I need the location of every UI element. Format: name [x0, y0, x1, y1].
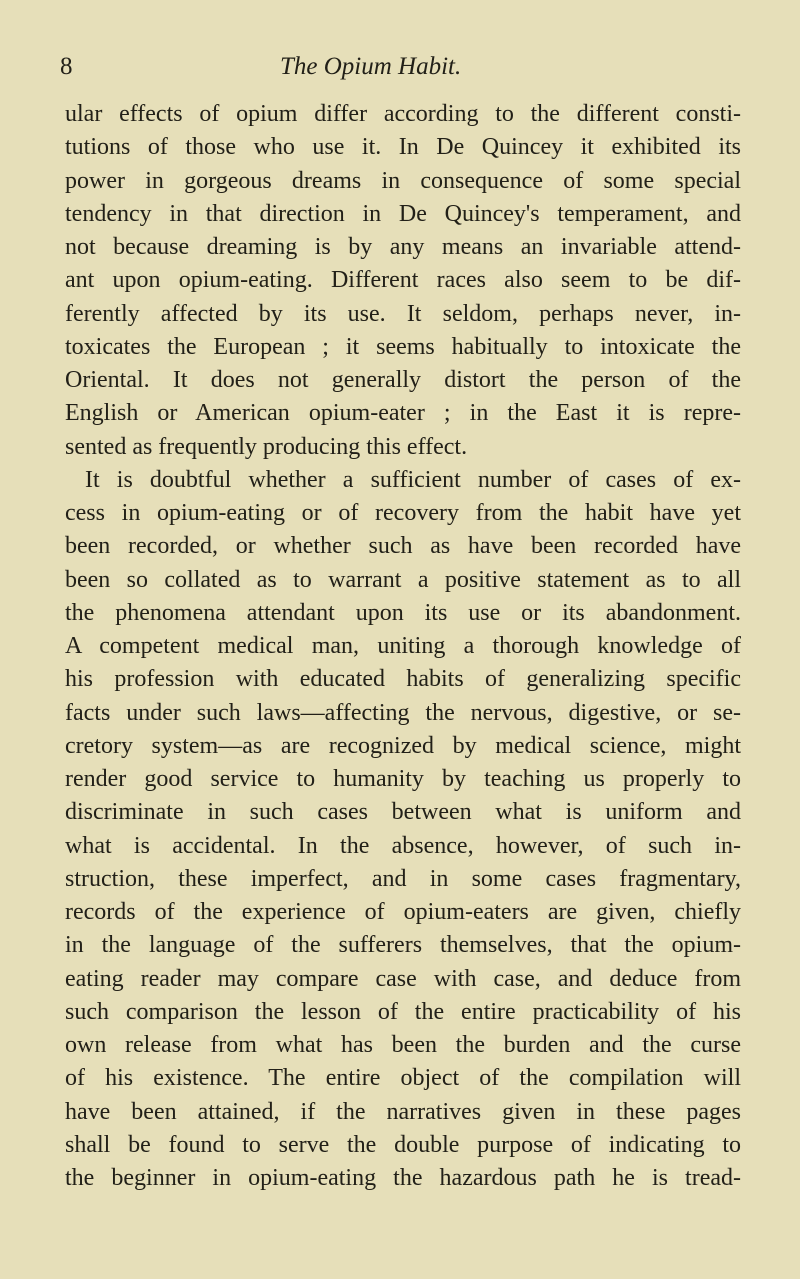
text-line: been so collated as to warrant a positive statement as to all [65, 566, 741, 593]
text-line: power in gorgeous dreams in consequence of some special [65, 167, 741, 194]
text-line: shall be found to serve the double purpose of indicating to [65, 1131, 741, 1158]
text-line: his profession with educated habits of generalizing specific [65, 666, 741, 693]
text-line: tutions of those who use it. In De Quincey it exhibited its [65, 134, 741, 161]
text-line: the phenomena attendant upon its use or its abandonment. [65, 599, 741, 626]
text-line: cess in opium-eating or of recovery from the habit have yet [65, 500, 741, 526]
text-line: what is accidental. In the absence, however, of such in- [65, 832, 741, 859]
text-line: ular effects of opium differ according to the different consti- [65, 101, 741, 127]
book-title: The Opium Habit. [280, 53, 462, 80]
text-line: English or American opium-eater ; in the East it is repre- [65, 400, 741, 427]
text-line: eating reader may compare case with case, and deduce from [65, 965, 741, 992]
text-line: ant upon opium-eating. Different races also seem to be dif- [65, 267, 741, 294]
text-line: ferently affected by its use. It seldom, perhaps never, in- [65, 300, 741, 327]
text-line: A competent medical man, uniting a thorough knowledge of [65, 633, 741, 659]
body-text [65, 98, 741, 1195]
page-number: 8 [60, 53, 73, 80]
text-line: been recorded, or whether such as have been recorded have [65, 533, 741, 560]
text-line: sented as frequently producing this effect. [65, 433, 468, 460]
text-line: toxicates the European ; it seems habitually to intoxicate the [65, 333, 741, 360]
text-line: discriminate in such cases between what is uniform and [65, 799, 741, 826]
text-line: have been attained, if the narratives given in these pages [65, 1098, 741, 1125]
text-line: of his existence. The entire object of the compilation will [65, 1065, 741, 1092]
text-line: own release from what has been the burden and the curse [65, 1032, 741, 1058]
text-line: It is doubtful whether a sufficient number of cases of ex- [85, 466, 741, 493]
text-line: facts under such laws—affecting the nervous, digestive, or se- [65, 699, 741, 726]
text-line: render good service to humanity by teaching us properly to [65, 766, 741, 792]
text-line: Oriental. It does not generally distort the person of the [65, 367, 741, 393]
text-line: such comparison the lesson of the entire practicability of his [65, 998, 741, 1025]
text-line: in the language of the sufferers themselves, that the opium- [65, 932, 741, 959]
text-line: not because dreaming is by any means an invariable attend- [65, 234, 741, 260]
text-line: cretory system—as are recognized by medical science, might [65, 732, 741, 759]
running-head [60, 52, 740, 82]
text-line: records of the experience of opium-eaters are given, chiefly [65, 899, 741, 925]
text-line: tendency in that direction in De Quincey's temperament, and [65, 200, 741, 227]
text-line: struction, these imperfect, and in some cases fragmentary, [65, 865, 741, 892]
text-line: the beginner in opium-eating the hazardous path he is tread- [65, 1165, 741, 1191]
